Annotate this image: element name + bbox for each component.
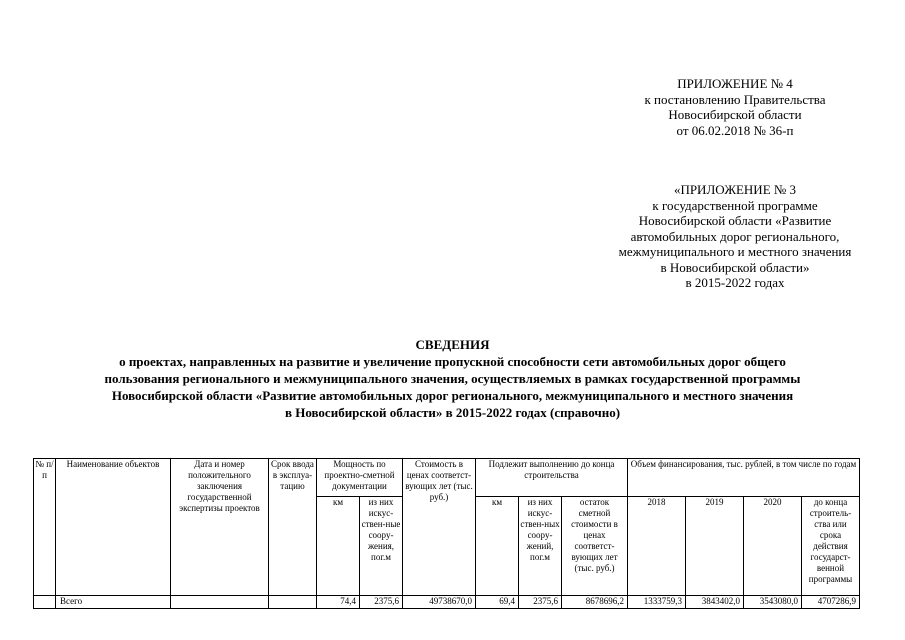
total-num-cell bbox=[34, 596, 56, 609]
appendix-prev-line: автомобильных дорог регионального, bbox=[630, 228, 840, 244]
appendix-prev-line: в Новосибирской области» bbox=[660, 259, 810, 275]
appendix-line: от 06.02.2018 № 36-п bbox=[676, 122, 794, 138]
total-year-2019: 3843402,0 bbox=[686, 596, 744, 609]
header-until-end: до конца строитель-ства или срока действия государст-венной программы bbox=[802, 497, 860, 596]
appendix-4-header bbox=[610, 76, 860, 138]
total-year-2020: 3543080,0 bbox=[744, 596, 802, 609]
total-capacity-km: 74,4 bbox=[317, 596, 360, 609]
total-name: Всего bbox=[56, 596, 171, 609]
appendix-prev-line: в 2015-2022 годах bbox=[685, 275, 785, 290]
appendix-prev-line: к государственной программе bbox=[652, 197, 818, 213]
projects-table bbox=[33, 458, 860, 609]
title-line: в Новосибирской области» в 2015-2022 годах (справочно) bbox=[284, 405, 621, 420]
header-expertise: Дата и номер положительного заключения государственной экспертизы проектов bbox=[171, 459, 269, 596]
header-remaining-cost: остаток сметной стоимости в ценах соответст-вующих лет (тыс. руб.) bbox=[562, 497, 628, 596]
header-remaining-km: км bbox=[476, 497, 519, 596]
total-cost: 49738670,0 bbox=[403, 596, 476, 609]
total-until-end: 4707286,9 bbox=[802, 596, 860, 609]
appendix-3-header bbox=[585, 182, 885, 291]
appendix-prev-line: «ПРИЛОЖЕНИЕ № 3 bbox=[673, 182, 797, 197]
total-remaining-km: 69,4 bbox=[476, 596, 519, 609]
header-row bbox=[34, 459, 860, 497]
total-capacity-structures: 2375,6 bbox=[360, 596, 403, 609]
total-year-2018: 1333759,3 bbox=[628, 596, 686, 609]
total-expertise-cell bbox=[171, 596, 269, 609]
header-year-2018: 2018 bbox=[628, 497, 686, 596]
header-funding: Объем финансирования, тыс. рублей, в том числе по годам bbox=[628, 459, 860, 497]
header-num: № п/п bbox=[34, 459, 56, 596]
appendix-line: к постановлению Правительства bbox=[644, 91, 826, 107]
appendix-prev-line: межмуниципального и местного значения bbox=[618, 244, 852, 259]
header-remaining-structures: из них искус-ствен-ных соору-жений, пог.м bbox=[519, 497, 562, 596]
header-capacity-structures: из них искус-ствен-ные соору-жения, пог.м bbox=[360, 497, 403, 596]
document-title bbox=[20, 336, 885, 421]
total-deadline-cell bbox=[269, 596, 317, 609]
total-remaining-cost: 8678696,2 bbox=[562, 596, 628, 609]
appendix-line: ПРИЛОЖЕНИЕ № 4 bbox=[677, 76, 793, 91]
header-deadline: Срок ввода в эксплуа-тацию bbox=[269, 459, 317, 596]
title-heading: СВЕДЕНИЯ bbox=[415, 337, 490, 352]
title-line: о проектах, направленных на развитие и увеличение пропускной способности сети автомобильных дорог общего bbox=[119, 354, 786, 369]
total-remaining-structures: 2375,6 bbox=[519, 596, 562, 609]
header-year-2019: 2019 bbox=[686, 497, 744, 596]
appendix-prev-line: Новосибирской области «Развитие bbox=[638, 213, 832, 228]
header-remaining: Подлежит выполнению до конца строительства bbox=[476, 459, 628, 497]
title-line: пользования регионального и межмуниципального значения, осуществляемых в рамках государственной программы bbox=[104, 371, 801, 386]
total-row bbox=[34, 596, 860, 609]
appendix-line: Новосибирской области bbox=[668, 107, 802, 122]
header-capacity: Мощность по проектно-сметной документации bbox=[317, 459, 403, 497]
title-line: Новосибирской области «Развитие автомобильных дорог регионального, межмуниципального и местного значения bbox=[111, 388, 794, 403]
header-year-2020: 2020 bbox=[744, 497, 802, 596]
header-name: Наименование объектов bbox=[56, 459, 171, 596]
header-capacity-km: км bbox=[317, 497, 360, 596]
header-cost: Стоимость в ценах соответст-вующих лет (тыс. руб.) bbox=[403, 459, 476, 596]
